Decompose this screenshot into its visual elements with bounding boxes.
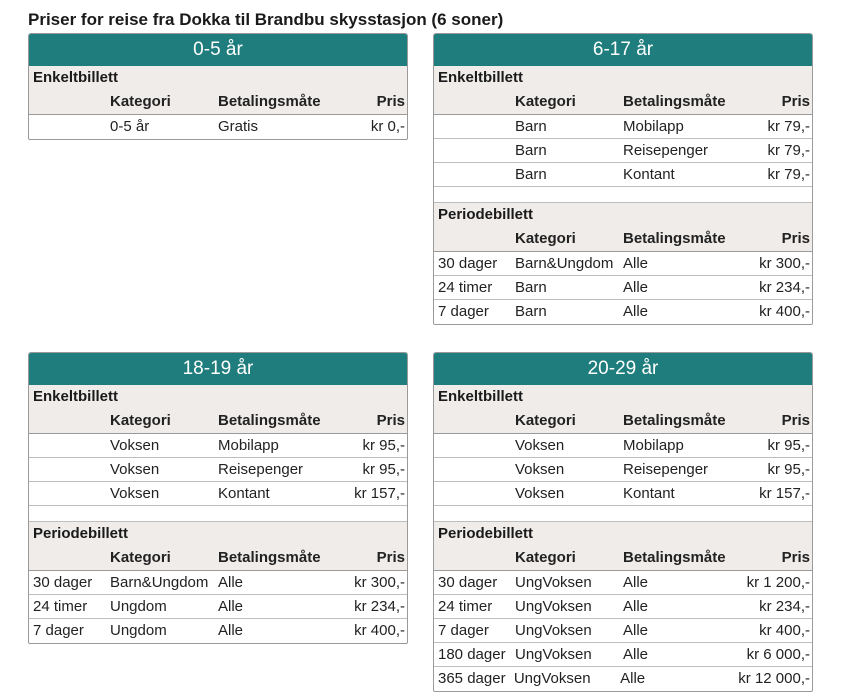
- section-title-enkeltbillett: Enkeltbillett: [29, 385, 407, 409]
- cell-kategori: UngVoksen: [513, 670, 591, 687]
- cell-betaling: Alle: [623, 646, 649, 663]
- table-row: [434, 619, 812, 643]
- cell-periode: 30 dager: [438, 574, 498, 591]
- cell-periode: 30 dager: [438, 255, 498, 272]
- header-kategori: Kategori: [515, 549, 576, 566]
- cell-periode: 7 dager: [438, 303, 489, 320]
- table-row: [29, 434, 407, 458]
- table-row: [434, 115, 812, 139]
- section-title-enkeltbillett: Enkeltbillett: [29, 66, 407, 90]
- cell-betaling: Alle: [623, 622, 649, 639]
- price-panel-6-17: [433, 33, 813, 325]
- cell-pris: kr 79,-: [767, 166, 810, 183]
- cell-kategori: Voksen: [515, 437, 565, 454]
- table-row: [29, 115, 407, 139]
- header-betaling: Betalingsmåte: [623, 93, 726, 110]
- section-title-periodebillett: Periodebillett: [434, 203, 812, 227]
- section-title-periodebillett: Periodebillett: [434, 522, 812, 546]
- header-betaling: Betalingsmåte: [218, 549, 321, 566]
- cell-kategori: Barn&Ungdom: [515, 255, 614, 272]
- cell-betaling: Alle: [620, 670, 646, 687]
- cell-betaling: Mobilapp: [623, 118, 684, 135]
- cell-kategori: UngVoksen: [515, 574, 592, 591]
- cell-kategori: Voksen: [110, 461, 160, 478]
- table-row: [434, 667, 812, 691]
- table-row: [434, 252, 812, 276]
- header-pris: Pris: [376, 549, 405, 566]
- cell-betaling: Alle: [623, 598, 649, 615]
- cell-kategori: Barn: [515, 142, 547, 159]
- header-kategori: Kategori: [110, 549, 171, 566]
- table-row: [434, 595, 812, 619]
- cell-pris: kr 95,-: [767, 437, 810, 454]
- header-betaling: Betalingsmåte: [218, 93, 321, 110]
- header-betaling: Betalingsmåte: [623, 230, 726, 247]
- table-row: [434, 276, 812, 300]
- cell-kategori: Barn: [515, 279, 547, 296]
- table-row: [29, 458, 407, 482]
- price-panel-18-19: [28, 352, 408, 644]
- cell-kategori: UngVoksen: [515, 646, 592, 663]
- table-header-row: [434, 546, 812, 571]
- cell-betaling: Gratis: [218, 118, 259, 135]
- cell-kategori: Ungdom: [110, 598, 167, 615]
- cell-betaling: Reisepenger: [218, 461, 304, 478]
- section-title-enkeltbillett: Enkeltbillett: [434, 385, 812, 409]
- cell-pris: kr 6 000,-: [746, 646, 810, 663]
- table-row: [434, 139, 812, 163]
- cell-pris: kr 400,-: [759, 622, 810, 639]
- cell-pris: kr 400,-: [759, 303, 810, 320]
- cell-periode: 365 dager: [438, 670, 506, 687]
- cell-kategori: Voksen: [110, 437, 160, 454]
- cell-pris: kr 157,-: [354, 485, 405, 502]
- price-panel-20-29: [433, 352, 813, 692]
- table-row: [434, 482, 812, 506]
- cell-betaling: Alle: [623, 279, 649, 296]
- header-kategori: Kategori: [110, 93, 171, 110]
- table-row: [434, 434, 812, 458]
- panel-header: 0-5 år: [29, 34, 407, 66]
- cell-betaling: Reisepenger: [623, 461, 709, 478]
- header-pris: Pris: [781, 412, 810, 429]
- cell-betaling: Alle: [218, 574, 244, 591]
- cell-pris: kr 234,-: [354, 598, 405, 615]
- cell-kategori: Barn&Ungdom: [110, 574, 209, 591]
- cell-betaling: Alle: [623, 255, 649, 272]
- header-pris: Pris: [376, 93, 405, 110]
- cell-kategori: 0-5 år: [110, 118, 150, 135]
- table-row: [434, 300, 812, 324]
- table-row: [29, 619, 407, 643]
- table-row: [29, 571, 407, 595]
- table-row: [434, 458, 812, 482]
- page-title: Priser for reise fra Dokka til Brandbu skysstasjon (6 soner): [28, 10, 504, 29]
- table-header-row: [29, 546, 407, 571]
- cell-betaling: Kontant: [623, 166, 675, 183]
- cell-pris: kr 95,-: [362, 461, 405, 478]
- cell-pris: kr 12 000,-: [738, 670, 810, 687]
- header-pris: Pris: [781, 230, 810, 247]
- cell-periode: 7 dager: [33, 622, 84, 639]
- price-panel-0-5: [28, 33, 408, 140]
- cell-betaling: Mobilapp: [623, 437, 684, 454]
- table-row: [29, 595, 407, 619]
- cell-betaling: Alle: [218, 622, 244, 639]
- header-pris: Pris: [781, 93, 810, 110]
- cell-pris: kr 1 200,-: [746, 574, 810, 591]
- cell-kategori: UngVoksen: [515, 598, 592, 615]
- table-header-row: [29, 409, 407, 434]
- table-header-row: [434, 409, 812, 434]
- table-header-row: [434, 227, 812, 252]
- header-kategori: Kategori: [515, 230, 576, 247]
- cell-betaling: Alle: [623, 574, 649, 591]
- header-kategori: Kategori: [515, 93, 576, 110]
- cell-betaling: Alle: [218, 598, 244, 615]
- cell-kategori: Barn: [515, 166, 547, 183]
- header-periode: [29, 90, 110, 114]
- table-row: [29, 482, 407, 506]
- panel-header: 20-29 år: [434, 353, 812, 385]
- cell-pris: kr 0,-: [370, 118, 405, 135]
- header-betaling: Betalingsmåte: [218, 412, 321, 429]
- cell-pris: kr 95,-: [362, 437, 405, 454]
- cell-periode: 180 dager: [438, 646, 506, 663]
- cell-periode: 24 timer: [33, 598, 88, 615]
- cell-periode: 24 timer: [438, 598, 493, 615]
- section-spacer: [434, 506, 812, 522]
- header-pris: Pris: [376, 412, 405, 429]
- cell-kategori: Voksen: [110, 485, 160, 502]
- cell-kategori: UngVoksen: [515, 622, 592, 639]
- table-header-row: [29, 90, 407, 115]
- cell-betaling: Kontant: [218, 485, 270, 502]
- cell-periode: 24 timer: [438, 279, 493, 296]
- table-header-row: [434, 90, 812, 115]
- cell-betaling: Reisepenger: [623, 142, 709, 159]
- cell-periode: 7 dager: [438, 622, 489, 639]
- cell-betaling: Alle: [623, 303, 649, 320]
- cell-pris: kr 234,-: [759, 598, 810, 615]
- cell-kategori: Voksen: [515, 485, 565, 502]
- section-title-periodebillett: Periodebillett: [29, 522, 407, 546]
- cell-pris: kr 300,-: [354, 574, 405, 591]
- cell-pris: kr 234,-: [759, 279, 810, 296]
- cell-kategori: Voksen: [515, 461, 565, 478]
- cell-pris: kr 79,-: [767, 142, 810, 159]
- section-spacer: [29, 506, 407, 522]
- cell-kategori: Barn: [515, 303, 547, 320]
- table-row: [434, 571, 812, 595]
- section-spacer: [434, 187, 812, 203]
- header-betaling: Betalingsmåte: [623, 412, 726, 429]
- header-betaling: Betalingsmåte: [623, 549, 726, 566]
- cell-pris: kr 157,-: [759, 485, 810, 502]
- cell-periode: 30 dager: [33, 574, 93, 591]
- table-row: [434, 163, 812, 187]
- cell-betaling: Kontant: [623, 485, 675, 502]
- panel-header: 6-17 år: [434, 34, 812, 66]
- panel-header: 18-19 år: [29, 353, 407, 385]
- cell-pris: kr 79,-: [767, 118, 810, 135]
- header-kategori: Kategori: [515, 412, 576, 429]
- cell-betaling: Mobilapp: [218, 437, 279, 454]
- cell-kategori: Ungdom: [110, 622, 167, 639]
- header-kategori: Kategori: [110, 412, 171, 429]
- section-title-enkeltbillett: Enkeltbillett: [434, 66, 812, 90]
- cell-pris: kr 300,-: [759, 255, 810, 272]
- cell-pris: kr 95,-: [767, 461, 810, 478]
- table-row: [434, 643, 812, 667]
- cell-pris: kr 400,-: [354, 622, 405, 639]
- cell-kategori: Barn: [515, 118, 547, 135]
- header-pris: Pris: [781, 549, 810, 566]
